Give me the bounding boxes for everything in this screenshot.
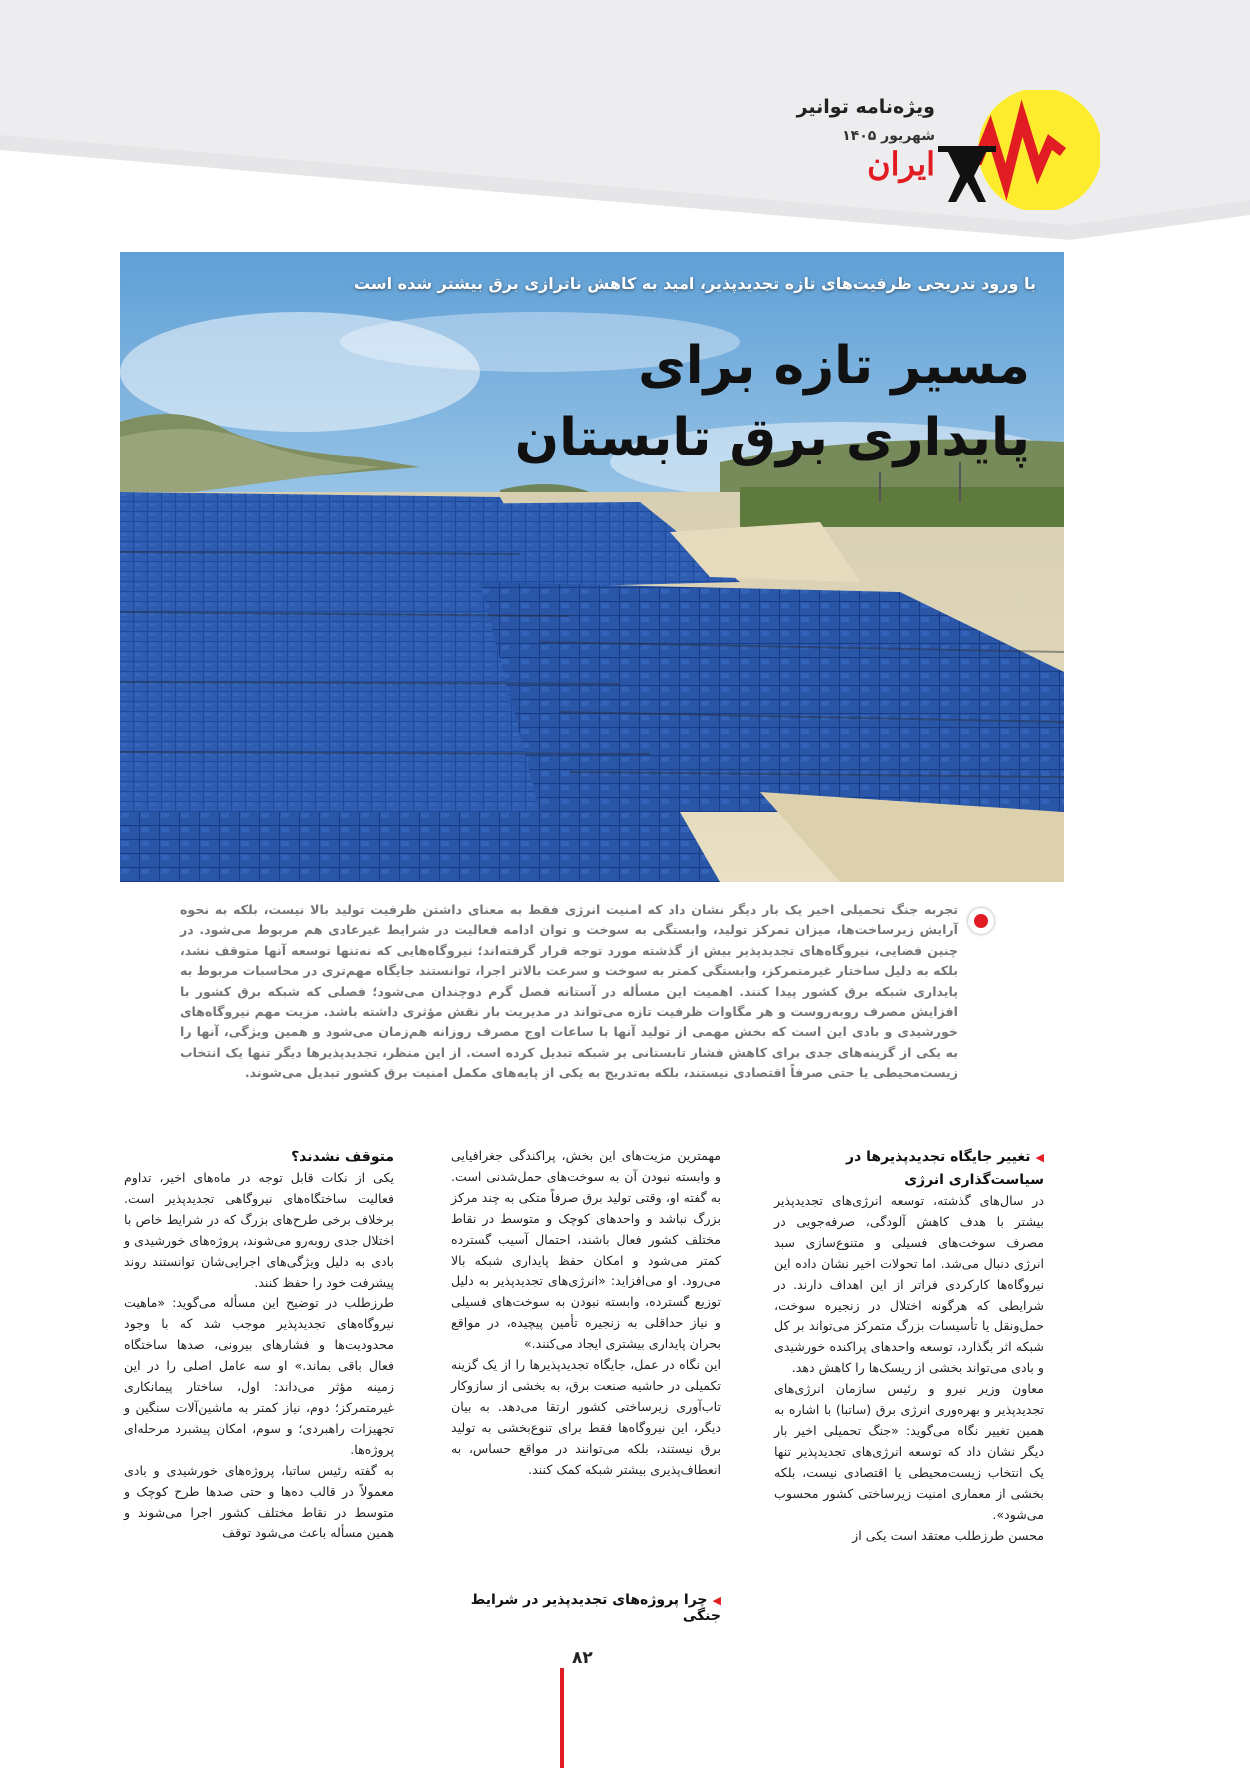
body-column-3: [124, 1146, 394, 1544]
lead-paragraph: تجربه جنگ تحمیلی اخیر یک بار دیگر نشان داد که امنیت انرژی فقط به معنای داشتن ظرفیت تولید بالا نیست، بلکه به نحوه آرایش زیرساخت‌ها، میزان تمرکز تولید، وابستگی به سوخت و توان ادامه فعالیت در شرایط غیرعادی هم مربوط می‌شود. در چنین فضایی، نیروگاه‌های تجدیدپذیر بیش از گذشته مورد توجه قرار گرفته‌اند؛ نیروگاه‌هایی که نه‌تنها توسعه آنها متوقف نشد، بلکه به دلیل ساختار غیرمتمرکز، وابستگی کمتر به سوخت و سرعت بالاتر اجرا، توانستند جایگاه مهم‌تری در محاسبات مربوط به پایداری شبکه برق کشور پیدا کنند. اهمیت این مسأله در آستانه فصل گرم دوچندان می‌شود؛ فصلی که شبکه برق کشور با افزایش مصرف روبه‌روست و هر مگاوات ظرفیت تازه می‌تواند در مدیریت بار نقش مؤثری داشته باشد. مزیت مهم نیروگاه‌های خورشیدی و بادی این است که بخش مهمی از تولید آنها با ساعات اوج مصرف روزانه هم‌زمان می‌شود و همین ویژگی، آنها را به یکی از گزینه‌های جدی برای کاهش فشار تابستانی بر شبکه تبدیل کرده است. از این منظر، تجدیدپذیرها دیگر تنها یک انتخاب زیست‌محیطی یا حتی صرفاً اقتصادی نیستند، بلکه به‌تدریج به یکی از پایه‌های مکمل امنیت برق کشور تبدیل می‌شوند.: [180, 902, 958, 1081]
page-number: ۸۲: [572, 1648, 593, 1668]
section-heading-2-cont: متوقف نشدند؟: [291, 1149, 394, 1165]
brand-logotype: ایران: [867, 145, 935, 183]
col1-paragraph-3: محسن طرزطلب معتقد است یکی از: [852, 1527, 1044, 1543]
section-heading-2: ◀چرا پروژه‌های تجدیدپذیر در شرایط جنگی: [470, 1592, 721, 1624]
triangle-marker-icon: ◀: [712, 1594, 721, 1607]
article-title: مسیر تازه برای پایداری برق تابستان: [514, 336, 1030, 468]
col3-paragraph-2: طرزطلب در توضیح این مسأله می‌گوید: «ماهیت نیروگاه‌های تجدیدپذیر موجب شد که با وجود محدودیت‌ها و فشارهای بیرونی، صدها ساختگاه فعال باقی بماند.» او سه عامل اصلی را در این زمینه مؤثر می‌داند: اول، ساختار پیمانکاری غیرمتمرکز؛ دوم، نیاز کمتر به ماشین‌آلات سنگین و تجهیزات راهبردی؛ و سوم، امکان پیشبرد مرحله‌ای پروژه‌ها.: [124, 1295, 394, 1457]
col1-paragraph-2: معاون وزیر نیرو و رئیس سازمان انرژی‌های تجدیدپذیر و بهره‌وری انرژی برق (ساتبا) با اشاره به همین تغییر نگاه می‌گوید: «جنگ تحمیلی اخیر بار دیگر نشان داد که توسعه انرژی‌های تجدیدپذیر تنها یک انتخاب زیست‌محیطی یا اقتصادی نیست، بلکه بخشی از معماری امنیت زیرساختی کشور محسوب می‌شود».: [774, 1381, 1044, 1522]
body-column-1: [774, 1146, 1044, 1546]
page-number-bar: [560, 1668, 564, 1768]
body-column-2: [451, 1146, 721, 1481]
col1-paragraph-1: در سال‌های گذشته، توسعه انرژی‌های تجدیدپذیر بیشتر با هدف کاهش آلودگی، صرفه‌جویی در مصرف سوخت‌های فسیلی و متنوع‌سازی سبد انرژی دنبال می‌شد. اما تحولات اخیر نشان داده این نیروگاه‌ها کارکردی فراتر از این اهداف دارند. در شرایطی که هرگونه اختلال در زنجیره سوخت، حمل‌ونقل یا تأسیسات بزرگ متمرکز می‌تواند بر کل شبکه اثر بگذارد، توسعه واحدهای پراکنده خورشیدی و بادی می‌تواند بخشی از ریسک‌ها را کاهش دهد.: [774, 1193, 1044, 1376]
col3-paragraph-1: یکی از نکات قابل توجه در ماه‌های اخیر، تداوم فعالیت ساختگاه‌های نیروگاهی تجدیدپذیر است. برخلاف برخی طرح‌های بزرگ که در شرایط خاص با اختلال جدی روبه‌رو می‌شوند، پروژه‌های خورشیدی و بادی به دلیل ویژگی‌های اجرایی‌شان توانستند روند پیشرفت خود را حفظ کنند.: [124, 1170, 394, 1290]
col2-paragraph-1: مهمترین مزیت‌های این بخش، پراکندگی جغرافیایی و وابسته نبودن آن به سوخت‌های حمل‌شدنی است. به گفته او، وقتی تولید برق صرفاً متکی به چند مرکز بزرگ نباشد و واحدهای کوچک و متوسط در نقاط مختلف کشور فعال باشند، احتمال آسیب گسترده کمتر می‌شود و امکان حفظ پایداری شبکه بالا می‌رود. او می‌افزاید: «انرژی‌های تجدیدپذیر به دلیل توزیع گسترده، وابسته نبودن به سوخت‌های فسیلی و نیاز حداقلی به زنجیره تأمین پیچیده، در مواقع بحران پایداری بیشتری ایجاد می‌کنند.»: [451, 1148, 721, 1352]
tavanir-logo-icon: [938, 90, 1100, 210]
col2-paragraph-2: این نگاه در عمل، جایگاه تجدیدپذیرها را از یک گزینه تکمیلی در حاشیه صنعت برق، به بخشی از سازوکار تاب‌آوری زیرساختی کشور ارتقا می‌دهد. به بیان دیگر، این نیروگاه‌ها فقط برای تنوع‌بخشی به تولید برق نیستند، بلکه می‌توانند در مواقع حساس، به انعطاف‌پذیری بیشتر شبکه کمک کنند.: [451, 1357, 721, 1477]
triangle-marker-icon: ◀: [1035, 1151, 1044, 1164]
issue-info: [796, 96, 935, 183]
red-dot-icon: [968, 908, 994, 934]
section-heading-1: ◀تغییر جایگاه تجدیدپذیرها در سیاست‌گذاری انرژی: [846, 1149, 1044, 1188]
col3-paragraph-3: به گفته رئیس ساتبا، پروژه‌های خورشیدی و بادی معمولاً در قالب ده‌ها و حتی صدها طرح کوچک و متوسط در نقاط مختلف کشور اجرا می‌شوند و همین مسأله باعث می‌شود توقف: [124, 1462, 394, 1541]
issue-date: شهریور ۱۴۰۵: [842, 128, 935, 144]
issue-name: ویژه‌نامه توانیر: [796, 96, 935, 118]
hero-subtitle: با ورود تدریجی ظرفیت‌های تازه تجدیدپذیر، امید به کاهش ناترازی برق بیشتر شده است: [353, 274, 1036, 293]
hero-image-solar-farm: [120, 252, 1064, 882]
